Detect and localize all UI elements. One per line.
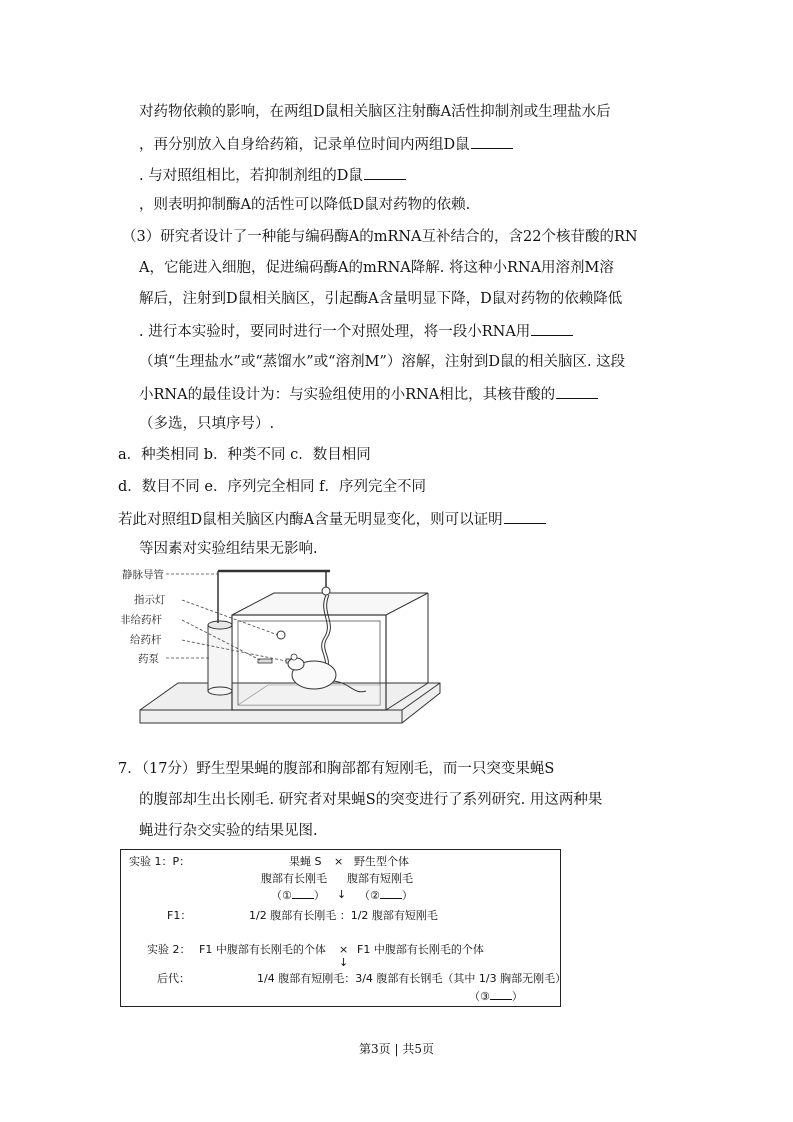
offspring-result: 1/4 腹部有短刚毛：3/4 腹部有长钢毛（其中 1/3 胸部无刚毛） — [257, 972, 567, 985]
text-line: . 进行本实验时，要同时进行一个对照处理，将一段小RNA用 — [139, 320, 573, 342]
exp1-label: 实验 1：P： — [129, 855, 191, 868]
answer-blank[interactable] — [380, 887, 402, 899]
exp2-cross-sign: × — [339, 943, 349, 956]
text-line: . 与对照组相比，若抑制剂组的D鼠 — [139, 164, 406, 186]
text-line: A，它能进入细胞，促进编码酶A的mRNA降解. 将这种小RNA用溶剂M溶 — [139, 260, 614, 276]
offspring-label: 后代： — [157, 972, 190, 985]
exp2-parent-a: F1 中腹部有长刚毛的个体 — [199, 943, 326, 956]
question-7-line: 的腹部却生出长刚毛. 研究者对果蝇S的突变进行了系列研究. 用这两种果 — [139, 792, 603, 808]
cross-experiment-figure — [120, 849, 567, 1007]
answer-blank[interactable] — [504, 508, 546, 524]
label-non-drug-lever: 非给药杆 — [120, 614, 162, 626]
text-line: 解后，注射到D鼠相关脑区，引起酶A含量明显下降，D鼠对药物的依赖降低 — [139, 291, 623, 307]
parent-s: 果蝇 S — [289, 855, 322, 868]
option-line: d．数目不同 e．序列完全相同 f．序列完全不同 — [118, 479, 426, 495]
answer-blank[interactable] — [364, 164, 406, 180]
f1-label: F1： — [167, 909, 192, 922]
answer-blank[interactable] — [292, 887, 314, 899]
text-line: 等因素对实验组结果无影响. — [139, 541, 318, 557]
text-line: （3）研究者设计了一种能与编码酶A的mRNA互补结合的，含22个核苷酸的RN — [122, 229, 638, 245]
f1-result: 1/2 腹部有长刚毛 ：1/2 腹部有短刚毛 — [249, 909, 438, 922]
text-line: （多选，只填序号）. — [139, 416, 275, 432]
label-drug-lever: 给药杆 — [130, 634, 162, 646]
label-drug-pump: 药泵 — [138, 653, 159, 665]
exp2-arrow: ↓ — [339, 956, 349, 969]
answer-blank[interactable] — [471, 133, 513, 149]
parent-wild: 野生型个体 — [354, 855, 409, 868]
question-7-line: 蝇进行杂交实验的结果见图. — [139, 823, 318, 839]
text-line: 若此对照组D鼠相关脑区内酶A含量无明显变化，则可以证明 — [118, 508, 546, 530]
cross-sign: × — [334, 855, 344, 868]
blank-3: （③ ） — [469, 990, 523, 1003]
exp2-parent-b: F1 中腹部有长刚毛的个体 — [357, 943, 484, 956]
parent-wild-trait: 腹部有短刚毛 — [347, 872, 413, 885]
text-line: 对药物依赖的影响，在两组D鼠相关脑区注射酶A活性抑制剂或生理盐水后 — [139, 104, 611, 120]
down-arrow: ↓ — [337, 888, 347, 901]
parent-s-trait: 腹部有长刚毛 — [261, 872, 327, 885]
blank-1: （① ） — [271, 889, 325, 902]
page-footer: 第3页 | 共5页 — [359, 1042, 434, 1056]
text-line: （填“生理盐水”或“蒸馏水”或“溶剂M”）溶解，注射到D鼠的相关脑区. 这段 — [139, 354, 626, 370]
answer-blank[interactable] — [531, 320, 573, 336]
apparatus-figure — [118, 563, 448, 738]
label-indicator-light: 指示灯 — [134, 594, 166, 606]
text-line: ，再分别放入自身给药箱，记录单位时间内两组D鼠 — [139, 133, 513, 155]
text-line: ，则表明抑制酶A的活性可以降低D鼠对药物的依赖. — [139, 197, 471, 213]
label-iv-catheter: 静脉导管 — [122, 569, 164, 581]
blank-2: （② ） — [359, 889, 413, 902]
text-line: 小RNA的最佳设计为：与实验组使用的小RNA相比，其核苷酸的 — [139, 383, 598, 405]
answer-blank[interactable] — [556, 383, 598, 399]
exp2-label: 实验 2： — [147, 943, 191, 956]
question-7-line: 7．（17分）野生型果蝇的腹部和胸部都有短刚毛，而一只突变果蝇S — [118, 761, 555, 777]
answer-blank[interactable] — [490, 988, 512, 1000]
option-line: a．种类相同 b．种类不同 c．数目相同 — [118, 447, 371, 463]
